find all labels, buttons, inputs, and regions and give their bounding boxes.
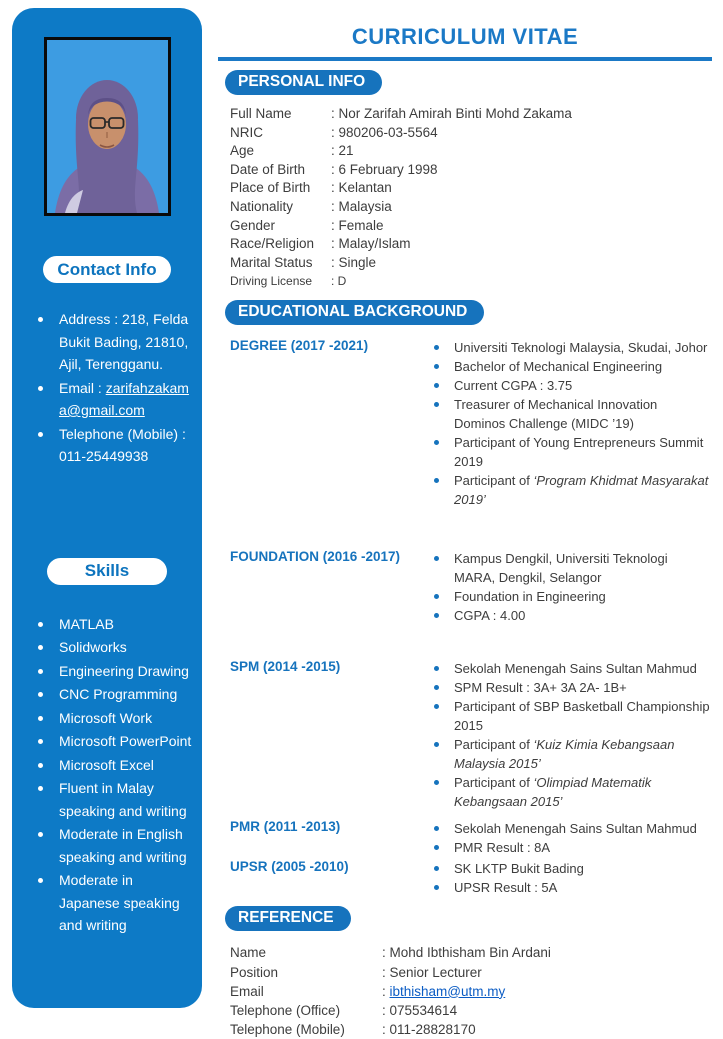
education-entry-upsr xyxy=(230,859,712,897)
info-label: Driving License xyxy=(230,274,313,289)
bullet-text: Current CGPA : 3.75 xyxy=(454,378,573,394)
main-content xyxy=(218,0,712,1039)
education-entry-foundation xyxy=(230,549,712,625)
info-row xyxy=(230,142,712,161)
reference-value: : 011-28828170 xyxy=(382,1022,476,1038)
info-row xyxy=(230,272,712,291)
info-label: Marital Status xyxy=(230,254,313,270)
education-bullet xyxy=(430,735,712,773)
reference-row xyxy=(230,943,712,962)
education-bullet xyxy=(430,678,712,697)
education-entry-spm xyxy=(230,659,712,811)
skill-item: Solidworks xyxy=(32,636,192,659)
bullet-text: Foundation in Engineering xyxy=(454,589,606,605)
bullet-text: Bachelor of Mechanical Engineering xyxy=(454,359,663,375)
personal-info-table xyxy=(230,105,712,291)
reference-value xyxy=(382,982,712,1001)
education-bullet xyxy=(430,433,712,471)
education-bullet-list xyxy=(430,338,712,509)
skills-header xyxy=(47,558,167,585)
skill-item: MATLAB xyxy=(32,613,192,636)
reference-value-colon: : xyxy=(382,983,390,999)
skill-item: Microsoft Work xyxy=(32,707,192,730)
info-label: Date of Birth xyxy=(230,161,306,177)
info-row xyxy=(230,217,712,236)
bullet-italic-text: ‘Olimpiad Matematik Kebangsaan 2015’ xyxy=(454,775,652,810)
education-bullet xyxy=(430,659,712,678)
skill-item: Fluent in Malay speaking and writing xyxy=(32,777,192,822)
reference-row xyxy=(230,963,712,982)
contact-item-address xyxy=(32,308,192,376)
skill-item: Moderate in Japanese speaking and writing xyxy=(32,869,192,937)
education-bullet xyxy=(430,549,712,587)
education-header xyxy=(225,300,484,325)
reference-value: : Senior Lecturer xyxy=(382,964,482,980)
info-label: Race/Religion xyxy=(230,236,315,252)
education-bullet-list xyxy=(430,549,712,625)
reference-row xyxy=(230,1020,712,1039)
skill-item: Engineering Drawing xyxy=(32,660,192,683)
education-header-label: EDUCATIONAL BACKGROUND xyxy=(238,303,468,321)
info-label: NRIC xyxy=(230,124,263,140)
info-label: Nationality xyxy=(230,198,294,214)
info-value: : Nor Zarifah Amirah Binti Mohd Zakama xyxy=(331,106,572,121)
education-bullet-list xyxy=(430,659,712,811)
reference-header-label: REFERENCE xyxy=(238,909,334,927)
reference-email-link[interactable]: ibthisham@utm.my xyxy=(389,983,506,999)
reference-label: Email xyxy=(230,983,264,999)
info-value: : D xyxy=(331,274,347,289)
education-bullet xyxy=(430,471,712,509)
reference-label: Telephone (Office) xyxy=(230,1002,341,1018)
education-entry-label: SPM (2014 -2015) xyxy=(230,659,341,675)
education-entry-label: PMR (2011 -2013) xyxy=(230,819,341,835)
info-value: : 21 xyxy=(331,143,354,159)
education-entry-pmr xyxy=(230,819,712,857)
reference-table xyxy=(230,943,712,1039)
info-row xyxy=(230,179,712,198)
info-row xyxy=(230,124,712,143)
bullet-text: Universiti Teknologi Malaysia, Skudai, Johor xyxy=(454,340,708,356)
info-value: : 6 February 1998 xyxy=(331,161,438,177)
bullet-italic-text: ‘Kuiz Kimia Kebangsaan Malaysia 2015’ xyxy=(454,737,675,772)
contact-email-label: Email : xyxy=(59,379,106,396)
contact-info-header xyxy=(43,256,171,283)
bullet-text: Kampus Dengkil, Universiti Teknologi MARA, Dengkil, Selangor xyxy=(454,551,668,586)
info-label: Age xyxy=(230,143,255,159)
bullet-text: PMR Result : 8A xyxy=(454,840,551,856)
reference-label: Telephone (Mobile) xyxy=(230,1022,345,1038)
skill-item: Moderate in English speaking and writing xyxy=(32,823,192,868)
education-entries xyxy=(230,338,712,897)
contact-phone-text: Telephone (Mobile) : 011-25449938 xyxy=(59,425,186,464)
info-label: Full Name xyxy=(230,106,292,121)
education-bullet xyxy=(430,376,712,395)
bullet-text: CGPA : 4.00 xyxy=(454,608,526,624)
education-entry-label: FOUNDATION (2016 -2017) xyxy=(230,549,401,565)
bullet-text: Sekolah Menengah Sains Sultan Mahmud xyxy=(454,821,697,837)
education-bullet xyxy=(430,338,712,357)
portrait-illustration xyxy=(47,40,168,213)
reference-value: : 075534614 xyxy=(382,1002,458,1018)
skill-item: Microsoft Excel xyxy=(32,754,192,777)
bullet-text: SK LKTP Bukit Bading xyxy=(454,861,584,877)
info-label: Gender xyxy=(230,217,276,233)
education-bullet xyxy=(430,859,712,878)
contact-list xyxy=(32,308,192,468)
info-value: : Single xyxy=(331,254,377,270)
bullet-text: Participant of SBP Basketball Championship 2015 xyxy=(454,699,710,734)
education-bullet xyxy=(430,773,712,811)
bullet-text: Treasurer of Mechanical Innovation Dominos Challenge (MIDC ’19) xyxy=(454,397,658,432)
bullet-text: Participant of xyxy=(454,737,534,753)
info-row xyxy=(230,235,712,254)
sidebar xyxy=(12,8,202,1008)
page-title: CURRICULUM VITAE xyxy=(351,24,579,49)
education-bullet xyxy=(430,838,712,857)
reference-label: Position xyxy=(230,964,279,980)
contact-item-phone xyxy=(32,423,192,468)
reference-header xyxy=(225,906,351,931)
contact-item-email xyxy=(32,377,192,422)
info-row xyxy=(230,198,712,217)
personal-info-header xyxy=(225,70,382,95)
title-divider xyxy=(218,57,712,61)
info-value: : Malaysia xyxy=(331,198,392,214)
education-bullet xyxy=(430,587,712,606)
bullet-text: SPM Result : 3A+ 3A 2A- 1B+ xyxy=(454,680,627,696)
education-entry-label: UPSR (2005 -2010) xyxy=(230,859,349,875)
info-value: : Kelantan xyxy=(331,180,392,196)
skills-header-label: Skills xyxy=(84,561,130,580)
contact-email-link[interactable]: zarifahzakama@gmail.com xyxy=(59,379,189,418)
info-label: Place of Birth xyxy=(230,180,311,196)
education-bullet xyxy=(430,878,712,897)
info-row xyxy=(230,105,712,124)
education-bullet xyxy=(430,697,712,735)
education-bullet-list xyxy=(430,859,712,897)
education-bullet xyxy=(430,395,712,433)
info-value: : Female xyxy=(331,217,384,233)
education-entry-label: DEGREE (2017 -2021) xyxy=(230,338,369,354)
bullet-text: Participant of xyxy=(454,775,534,791)
info-value: : 980206-03-5564 xyxy=(331,124,438,140)
bullet-italic-text: ‘Program Khidmat Masyarakat 2019’ xyxy=(454,473,709,508)
reference-row xyxy=(230,982,712,1001)
skill-item: Microsoft PowerPoint xyxy=(32,730,192,753)
contact-info-header-label: Contact Info xyxy=(57,259,157,279)
reference-row xyxy=(230,1001,712,1020)
contact-address-text: Address : 218, Felda Bukit Bading, 21810, Ajil, Terengganu. xyxy=(59,311,189,372)
education-bullet-list xyxy=(430,819,712,857)
personal-info-header-label: PERSONAL INFO xyxy=(238,73,366,90)
reference-value: : Mohd Ibthisham Bin Ardani xyxy=(382,945,551,961)
skill-item: CNC Programming xyxy=(32,683,192,706)
info-row xyxy=(230,161,712,180)
profile-photo xyxy=(44,37,171,216)
bullet-text: Participant of Young Entrepreneurs Summit 2019 xyxy=(454,435,704,470)
reference-label: Name xyxy=(230,945,267,961)
education-bullet xyxy=(430,606,712,625)
bullet-text: Sekolah Menengah Sains Sultan Mahmud xyxy=(454,661,697,677)
bullet-text: UPSR Result : 5A xyxy=(454,880,558,896)
education-entry-degree xyxy=(230,338,712,509)
info-row xyxy=(230,254,712,273)
info-value: : Malay/Islam xyxy=(331,236,411,252)
education-bullet xyxy=(430,357,712,376)
bullet-text: Participant of xyxy=(454,473,534,489)
skills-list xyxy=(32,613,192,937)
education-bullet xyxy=(430,819,712,838)
